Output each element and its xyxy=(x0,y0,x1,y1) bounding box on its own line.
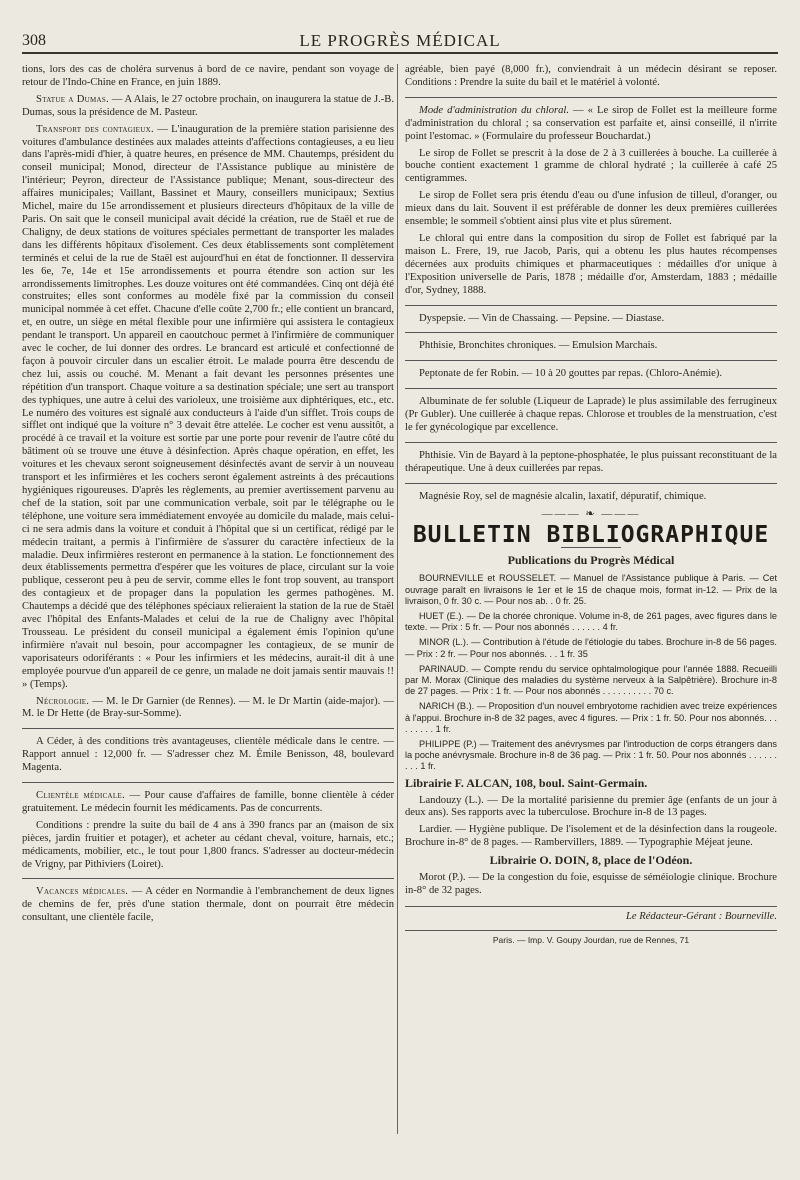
continuation-paragraph: agréable, bien payé (8,000 fr.), conviendrait à un médecin désirant se reposer. Conditions : Prendre la suite du bail et le matériel à volonté. xyxy=(405,64,777,88)
bibliography-entry: PARINAUD. — Compte rendu du service ophtalmologique pour l'année 1888. Recueilli par M. Morax (Clinique des maladies du système nerveux à la Salpêtrière). Brochure in-8 de 27 pages. — Prix : 1 fr. — Pour nos abonnés . . . . . . . . . . 70 c. xyxy=(405,663,777,697)
chloral-paragraph-2: Le sirop de Follet se prescrit à la dose de 2 à 3 cuillerées à bouche. La cuillerée à bouche contient exactement 1 gramme de chloral hydraté ; la cuillerée à café 25 centigrammes. xyxy=(405,147,777,185)
divider xyxy=(561,547,621,548)
alcan-entry: Landouzy (L.). — De la mortalité parisienne du premier âge (enfants de un jour à deux ans). Ses rapports avec la tuberculose. Brochure in-8 de 13 pages. xyxy=(405,794,777,819)
necrology-paragraph xyxy=(22,696,394,722)
bulletin-title: BULLETIN BIBLIOGRAPHIQUE xyxy=(412,521,770,548)
divider xyxy=(405,442,777,443)
left-column xyxy=(22,64,394,1144)
divider xyxy=(22,878,394,879)
conditions-paragraph: Conditions : prendre la suite du bail de 4 ans à 390 francs par an (maison de six pièces, jardin fruitier et potager), et acheter au cédant cheval, voiture, harnais, etc.; médicaments, mobilier, etc., le tout pour 1,800 francs. S'adresser au docteur-médecin de Vrigny, par Pithiviers (Loiret). xyxy=(22,819,394,870)
vacances-text: — A céder en Normandie à l'embranchement de deux lignes de chemins de fer, près d'une station thermale, dont on pourrait être médecin consultant, une clientèle facile, xyxy=(22,886,394,924)
divider xyxy=(22,782,394,783)
page-header xyxy=(22,30,778,54)
alcan-heading: Librairie F. ALCAN, 108, boul. Saint-Germain. xyxy=(405,775,648,790)
vacances-paragraph xyxy=(22,886,394,925)
divider xyxy=(405,360,777,361)
ad-albuminate: Albuminate de fer soluble (Liqueur de Laprade) le plus assimilable des ferrugineux (Pr Gubler). Une cuillerée à chaque repas. Chlorose et troubles de la menstruation, c'est le fer gynécologique par excellence. xyxy=(405,396,777,434)
vacances-title: Vacances médicales. xyxy=(36,886,129,898)
ceder-paragraph: A Céder, à des conditions très avantageuses, clientèle médicale dans le centre. — Rapport annuel : 12,000 fr. — S'adresser chez M. Émile Benisson, 48, boulevard Magenta. xyxy=(22,736,394,774)
clientele-paragraph xyxy=(22,790,394,816)
bibliography-entry: HUET (E.). — De la chorée chronique. Volume in-8, de 261 pages, avec figures dans le texte. — Prix : 5 fr. — Pour nos abonnés . . . . . . 4 fr. xyxy=(405,610,777,633)
divider xyxy=(22,728,394,729)
chloral-text: — « Le sirop de Follet est la meilleure forme d'administration du chloral ; sa conservation est parfaite et, ainsi conseillé, il n'irrite point l'estomac. » (Formulaire du professeur Bouchardat.) xyxy=(405,104,777,142)
clientele-title: Clientèle médicale. xyxy=(36,790,126,802)
clientele-text: — Pour cause d'affaires de famille, bonne clientèle à céder gratuitement. Le médecin fournit les médicaments. Pas de concurrents. xyxy=(22,790,394,814)
ad-phthisie-bronchites: Phthisie, Bronchites chroniques. — Emulsion Marchais. xyxy=(419,340,658,352)
statue-text: — A Alais, le 27 octobre prochain, on inaugurera la statue de J.-B. Dumas, sous la présidence de M. Pasteur. xyxy=(22,93,394,118)
necrology-title: Nécrologie. xyxy=(36,695,90,707)
transport-text: — L'inauguration de la première station parisienne des voitures d'ambulance destinées aux malades atteints d'affections contagieuses, a eu lieu dans l'après-midi d'hier, à quatre heures, en présence de MM. Chautemps, président du conseil municipal; Monod, directeur de l'Assistance publique au ministère de l'intérieur; Peyron, directeur de l'Assistance publique; Menant, sous-directeur des affaires municipales; Vaillant, Bassinet et Maury, conseillers municipaux; Sextius Michel, maire du 15e arrondissement et plusieurs directeurs d'hôpitaux de la ville de Paris. On sait que le conseil municipal avait décidé la création, rue de Staël et rue de Chaligny, de deux stations de voitures spéciales permettant de transporter les malades dans les différents hôpitaux d'isolement. Ces deux établissements sont complètement terminés et celui de la rue de Staël est aujourd'hui en état de fonctionner. Il desservira les 6e, 7e, 14e et 15e arrondissements et pourra étendre son action sur les arrondissements limitrophes. Les douze voitures ont été commandées. Cinq ont déjà été construites; elles sont conformes au modèle fixé par la commission du conseil municipal nommée à cet effet. Chacune d'elle coûte 2,700 fr.; elle contient un brancard, et, en outre, un siège en métal flexible pour une infirmière qui assistera le contagieux pendant le transport. Un appareil en caoutchouc permet à l'infirmière de communiquer avec le cocher, de lui donner des ordres. Le brancard est articulé et confectionné de façon à pouvoir circuler dans un escalier étroit. Le malade pourra être descendu de chez lui, assis ou couché. M. Menant a fait devant les personnes présentes une répétition d'un transport. Chaque voiture a sa destination spéciale; une sert au transport des typhiques, une autre à celui des varioleux, une troisième aux diphtériques, etc., etc. Le numéro des voitures est signalé aux conducteurs à l'aide d'un sifflet. Trois coups de sifflet ont indiqué que la voiture n° 3 devait être attelée. Le cocher est venu aussitôt, a procédé à ce travail et la voiture est sortie par une porte pour revenir de l'autre côté du bâtiment où se trouve une étuve à désinfection. Après chaque opération, en effet, les voitures et les chevaux seront soigneusement désinfectés avant de servir à un nouveau transport et les infirmières et les cochers seront également astreints à des précautions hygiéniques rigoureuses. D'après les règlements, au premier avertissement parvenu au chef de la station, soit par une communication verbale, soit par le télégraphe ou le téléphone, une voiture sera immédiatement envoyée au domicile du malade, mais celui-ci ne sera admis dans la voiture et conduit à l'hôpital que si un certificat, rédigé par le médecin traitant, a permis à l'infirmière de s'assurer du caractère infectieux de la maladie. Deux infirmières resteront en permanence à la station. Le fonctionnement des deux établissements permettra d'espérer que les voitures de place, circulant sur la voie publique, cesseront peu à peu de servir, comme elles le font trop souvent, au transport des contagieux et de propager dans la population les germes pathogènes. M. Chautemps a décidé que des téléphones spéciaux relieraient la station de la rue de Staël avec l'hôpital des Enfants-Malades et celui de la rue de Chaligny avec l'hôpital Trousseau. Le président du conseil municipal a également émis l'opinion qu'une infirmière n'avait nul besoin, pour accompagner les contagieux, de se munir de vaporisateurs odoriférants : « Pour les infirmiers et les médecins, aurait-il dit à une employée pourvue d'un appareil de ce genre, un malade ne doit jamais sentir mauvais !! » (Temps). xyxy=(22,123,394,690)
bibliography-entry: BOURNEVILLE et ROUSSELET. — Manuel de l'Assistance publique à Paris. — Cet ouvrage paraît en livraisons le 1er et le 15 de chaque mois, format in-12. — Prix de la livraison, 0 fr. 30 c. — Pour nos ab. . 0 fr. 25. xyxy=(405,573,777,606)
doin-heading: Librairie O. DOIN, 8, place de l'Odéon. xyxy=(489,853,693,868)
doin-list xyxy=(405,872,777,898)
ad-peptonate: Peptonate de fer Robin. — 10 à 20 gouttes par repas. (Chloro-Anémie). xyxy=(419,368,723,380)
ad-dyspepsie: Dyspepsie. — Vin de Chassaing. — Pepsine. — Diastase. xyxy=(419,312,665,324)
chloral-paragraph-4: Le chloral qui entre dans la composition du sirop de Follet est fabriqué par la maison L. Frere, 19, rue Jacob, Paris, qui a obtenu les plus hautes récompenses décernées aux produits chimiques et pharmaceutiques : médailles d'or unique à l'Exposition universelle de Paris, 1878 ; médaille d'or, Amsterdam, 1883 ; médaille d'or, Sydney, 1888. xyxy=(405,232,777,296)
chloral-paragraph xyxy=(405,105,777,144)
alcan-entry: Lardier. — Hygiène publique. De l'isolement et de la désinfection dans la rougeole. Brochure in-8° de 8 pages. — Rambervillers, 1889. — Typographie Méjeat jeune. xyxy=(405,824,777,849)
signature: Le Rédacteur-Gérant : Bourneville. xyxy=(405,906,777,924)
column-divider xyxy=(397,64,398,1134)
divider xyxy=(405,97,777,98)
ornament-divider: ——— ❧ ——— xyxy=(541,507,641,520)
publications-heading: Publications du Progrès Médical xyxy=(507,553,675,568)
necrology-text: — M. le Dr Garnier (de Rennes). — M. le Dr Martin (aide-major). — M. le Dr Hette (de Bray-sur-Somme). xyxy=(22,695,394,720)
divider xyxy=(405,332,777,333)
ad-magnesie: Magnésie Roy, sel de magnésie alcalin, laxatif, dépuratif, chimique. xyxy=(419,490,707,502)
page-number: 308 xyxy=(22,32,46,49)
chloral-paragraph-3: Le sirop de Follet sera pris étendu d'eau ou d'une infusion de tilleul, d'oranger, ou mieux dans du lait. Souvent il est préférable de donner les deux premières cuillerées ensemble; le sommeil s'obtient ainsi plus vite et plus sûrement. xyxy=(405,190,777,228)
bibliography-entry: MINOR (L.). — Contribution à l'étude de l'étiologie du tabes. Brochure in-8 de 56 pages. — Prix : 2 fr. — Pour nos abonnés. . . 1 fr. 35 xyxy=(405,637,777,659)
doin-entry: Morot (P.). — De la congestion du foie, esquisse de séméiologie clinique. Brochure in-8° de 32 pages. xyxy=(405,872,777,896)
alcan-list xyxy=(405,795,777,851)
intro-paragraph: tions, lors des cas de choléra survenus à bord de ce navire, pendant son voyage de retour de l'Indo-Chine en France, en juin 1889. xyxy=(22,64,394,88)
chloral-title: Mode d'administration du chloral. xyxy=(419,104,570,116)
divider xyxy=(405,483,777,484)
journal-title: LE PROGRÈS MÉDICAL xyxy=(299,31,501,50)
right-column xyxy=(405,64,777,1164)
statue-paragraph xyxy=(22,94,394,120)
imprint: Paris. — Imp. V. Goupy Jourdan, rue de Rennes, 71 xyxy=(405,930,777,947)
bibliography-entry: PHILIPPE (P.) — Traitement des anévrysmes par l'introduction de corps étrangers dans la poche anévrysmale. Brochure in-8 de 36 pag. — Prix : 1 fr. 50. Pour nos abonnés . . . . . . . . . 1 fr. xyxy=(405,739,777,772)
divider xyxy=(405,305,777,306)
ad-phthisie-bayard: Phthisie. Vin de Bayard à la peptone-phosphatée, le plus puissant reconstituant de la thérapeutique. Une à deux cuillerées par repas. xyxy=(405,449,777,474)
bibliography-list xyxy=(405,573,777,772)
bibliography-entry: NARICH (B.). — Proposition d'un nouvel embryotome rachidien avec treize expériences à l'appui. Brochure in-8 de 32 pages, avec 4 figures. — Prix : 1 fr. 50. Pour nos abonnés. . . . . . . . . 1 fr. xyxy=(405,701,777,734)
transport-title: Transport des contagieux. xyxy=(36,123,154,135)
transport-paragraph xyxy=(22,124,394,692)
divider xyxy=(405,388,777,389)
statue-title: Statue a Dumas. xyxy=(36,93,110,105)
